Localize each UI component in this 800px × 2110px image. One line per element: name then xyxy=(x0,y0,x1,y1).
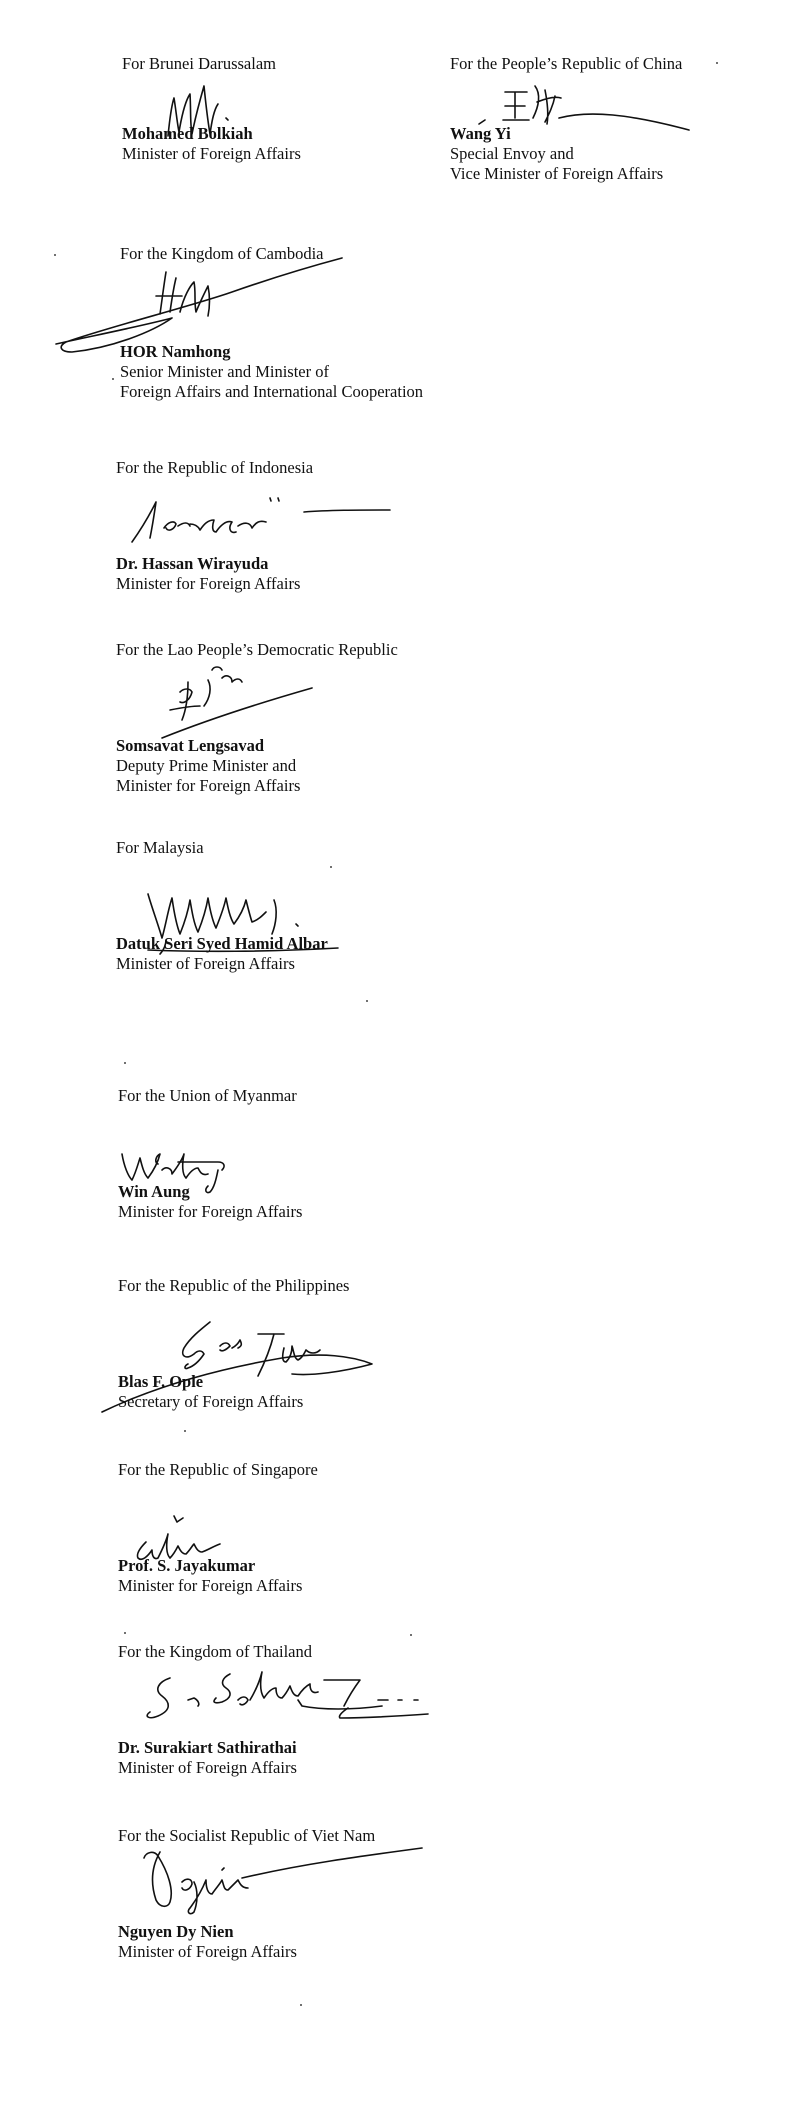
scan-speck xyxy=(184,1430,186,1432)
signatory-title: Senior Minister and Minister of xyxy=(120,362,329,381)
country-line: For the Lao People’s Democratic Republic xyxy=(116,640,398,659)
signature-myanmar xyxy=(118,1142,248,1197)
signatory-title: Minister for Foreign Affairs xyxy=(118,1202,303,1221)
signatory-name: HOR Namhong xyxy=(120,342,231,361)
signatory-title: Secretary of Foreign Affairs xyxy=(118,1392,304,1411)
signature-laos xyxy=(160,662,320,742)
signature-singapore xyxy=(132,1512,262,1572)
signatory-title: Minister of Foreign Affairs xyxy=(118,1758,297,1777)
scan-speck xyxy=(410,1634,412,1636)
scan-speck xyxy=(112,378,114,380)
scan-speck xyxy=(366,1000,368,1002)
signatory-name: Wang Yi xyxy=(450,124,511,143)
signature-malaysia xyxy=(146,880,346,960)
signatory-title: Minister of Foreign Affairs xyxy=(116,954,295,973)
signatory-name: Nguyen Dy Nien xyxy=(118,1922,234,1941)
signatory-title: Special Envoy and xyxy=(450,144,574,163)
scan-speck xyxy=(124,1632,126,1634)
signatory-title: Minister of Foreign Affairs xyxy=(118,1942,297,1961)
signatory-name: Somsavat Lengsavad xyxy=(116,736,265,755)
country-line: For the Socialist Republic of Viet Nam xyxy=(118,1826,376,1845)
scan-speck xyxy=(124,1062,126,1064)
country-line: For the Union of Myanmar xyxy=(118,1086,297,1105)
country-line: For the Republic of Singapore xyxy=(118,1460,318,1479)
signatory-title: Minister of Foreign Affairs xyxy=(122,144,301,163)
signature-cambodia xyxy=(52,252,352,362)
signature-vietnam xyxy=(132,1842,432,1942)
signatory-name: Datuk Seri Syed Hamid Albar xyxy=(116,934,328,953)
scan-speck xyxy=(716,62,718,64)
country-line: For the People’s Republic of China xyxy=(450,54,683,73)
signatory-title: Vice Minister of Foreign Affairs xyxy=(450,164,664,183)
signatory-title: Deputy Prime Minister and xyxy=(116,756,297,775)
signatory-title: Minister for Foreign Affairs xyxy=(116,776,301,795)
scan-speck xyxy=(300,2004,302,2006)
signatory-name: Blas F. Ople xyxy=(118,1372,204,1391)
signature-philippines xyxy=(98,1316,388,1416)
signatory-name: Dr. Hassan Wirayuda xyxy=(116,554,269,573)
signatory-name: Prof. S. Jayakumar xyxy=(118,1556,256,1575)
country-line: For the Kingdom of Cambodia xyxy=(120,244,324,263)
signatory-title: Minister for Foreign Affairs xyxy=(116,574,301,593)
scan-speck xyxy=(330,866,332,868)
country-line: For the Kingdom of Thailand xyxy=(118,1642,313,1661)
signatory-title: Minister for Foreign Affairs xyxy=(118,1576,303,1595)
country-line: For the Republic of the Philippines xyxy=(118,1276,350,1295)
country-line: For the Republic of Indonesia xyxy=(116,458,314,477)
signature-china xyxy=(475,72,695,142)
scan-speck xyxy=(54,254,56,256)
signatory-name: Dr. Surakiart Sathirathai xyxy=(118,1738,297,1757)
signature-brunei xyxy=(160,76,250,146)
signature-thailand xyxy=(138,1664,438,1744)
signatory-name: Mohamed Bolkiah xyxy=(122,124,253,143)
signatory-name: Win Aung xyxy=(118,1182,190,1201)
signatory-title: Foreign Affairs and International Cooperation xyxy=(120,382,424,401)
signature-indonesia xyxy=(128,488,398,548)
country-line: For Brunei Darussalam xyxy=(122,54,276,73)
country-line: For Malaysia xyxy=(116,838,204,857)
